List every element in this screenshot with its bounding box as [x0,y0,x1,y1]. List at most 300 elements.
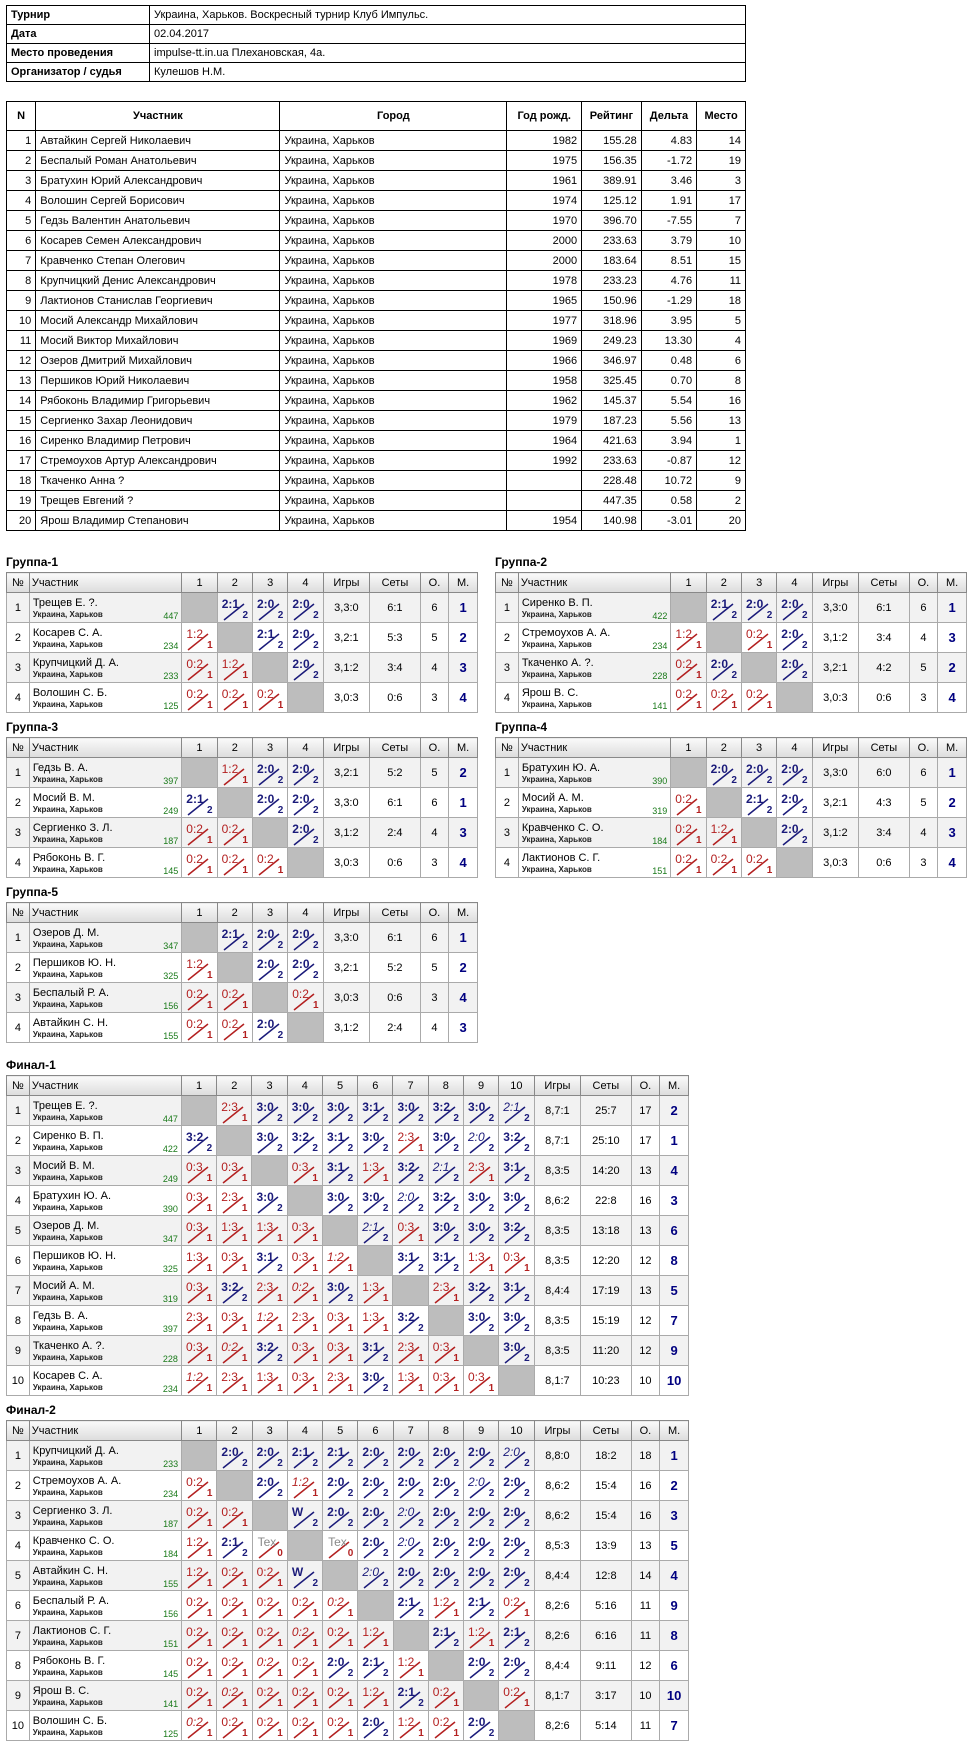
player-city: Украина, Харьков [521,669,592,679]
score-sets: 2:0 [257,597,275,611]
player-place: 2 [660,1471,689,1501]
player-points: 6 [420,593,449,623]
player-games: 8,2:6 [534,1621,581,1651]
player-name: Сергиенко З. Л. [32,821,113,834]
result-cell [464,1501,499,1531]
match-score [499,1651,533,1680]
participant-cell: 4 [697,331,746,351]
score-points: 1 [241,1263,248,1274]
self-cell [499,1366,534,1396]
score-sets: 0:2 [221,1715,239,1729]
col-place: М. [449,738,478,758]
score-sets: 1:2 [397,1715,415,1729]
score-points: 2 [382,1203,389,1214]
score-sets: 0:3 [503,1250,520,1264]
score-points: 2 [488,1548,495,1559]
match-score [429,1186,463,1215]
match-score [253,1441,287,1470]
result-cell [217,1591,252,1621]
participant-row [7,391,746,411]
score-sets: 2:1 [503,1625,521,1639]
final-1-title: Финал-1 [6,1058,56,1072]
result-cell [288,983,323,1013]
score-points: 2 [488,1113,495,1124]
score-points: 1 [418,1728,424,1739]
match-score [217,1156,251,1185]
player-points: 6 [909,758,938,788]
score-points: 2 [242,1458,248,1469]
score-sets: 3:1 [362,1100,380,1114]
player-num: 3 [7,653,30,683]
score-sets: 3:2 [221,1280,239,1294]
score-points: 1 [312,1668,319,1679]
score-points: 1 [241,1203,248,1214]
participant-cell: Украина, Харьков [280,351,507,371]
score-sets: 3:0 [432,1130,451,1144]
score-points: 2 [453,1143,459,1154]
result-cell [217,758,252,788]
score-sets: 2:0 [432,1475,451,1489]
match-score [429,1096,463,1125]
result-cell [428,1711,463,1741]
score-sets: 0:2 [221,852,239,866]
match-score [394,1471,428,1500]
match-score [742,758,776,787]
player-city: Украина, Харьков [32,804,103,814]
participant-cell: 19 [697,151,746,171]
participant-row [7,311,746,331]
score-sets: 2:0 [362,1505,380,1519]
result-cell [287,1246,322,1276]
score-points: 2 [488,1323,495,1334]
score-sets: 3:0 [326,1100,345,1114]
score-points: 2 [488,1728,495,1739]
match-score [429,1441,463,1470]
player-cell [518,623,671,653]
score-points: 2 [802,610,808,621]
score-points: 1 [453,1698,460,1709]
match-score [288,983,322,1012]
match-score [429,1591,463,1620]
score-points: 1 [242,1030,248,1041]
result-cell [393,1441,428,1471]
col-opponent: 1 [181,1076,216,1096]
result-cell [358,1306,393,1336]
score-points: 2 [524,1323,530,1334]
match-score [671,683,705,712]
player-rating: 234 [652,641,668,651]
col-place: М. [660,1421,689,1441]
table-row [7,653,478,683]
result-cell [393,1366,428,1396]
result-cell [252,1711,287,1741]
result-cell [428,1246,463,1276]
score-points: 2 [418,1488,424,1499]
score-sets: 2:1 [327,1445,345,1459]
score-sets: 3:2 [467,1280,486,1294]
result-cell [217,1246,252,1276]
score-points: 1 [524,1263,530,1274]
info-label: Турнир [7,6,150,25]
col-opponent: 2 [217,903,252,923]
result-cell [323,1681,358,1711]
player-rating: 397 [162,1324,178,1334]
player-sets: 13:9 [581,1531,631,1561]
player-cell [29,1651,181,1681]
col-place: М. [938,573,967,593]
player-num: 4 [7,683,30,713]
match-score [288,1336,322,1365]
participant-cell: 9 [697,471,746,491]
col-points: О. [909,738,938,758]
self-cell [322,1216,357,1246]
participant-cell: 4 [7,191,36,211]
col-opponent: 2 [217,1076,252,1096]
result-cell [393,1156,428,1186]
result-cell [464,1441,499,1471]
score-sets: 1:2 [675,627,693,641]
participant-cell: 1974 [507,191,582,211]
col-opponent: 3 [252,903,287,923]
match-score [217,1501,251,1530]
score-sets: 1:2 [291,1475,309,1489]
col-opponent: 8 [428,1421,463,1441]
player-rating: 228 [652,671,668,681]
score-points: 2 [453,1263,459,1274]
result-cell [706,818,741,848]
player-points: 12 [631,1651,660,1681]
match-score [464,1561,498,1590]
player-games: 3,3:0 [323,788,370,818]
score-sets: 3:1 [432,1250,451,1264]
result-cell [181,1366,216,1396]
result-cell [428,1126,463,1156]
player-num: 3 [496,653,519,683]
group-1-table [6,572,478,713]
score-points: 2 [453,1203,459,1214]
result-cell [671,818,706,848]
score-points: 1 [312,1353,318,1364]
score-sets: 1:2 [362,1685,380,1699]
score-points: 2 [241,1293,248,1304]
player-place: 1 [938,593,967,623]
participant-cell: Украина, Харьков [280,511,507,531]
score-points: 1 [418,1143,424,1154]
player-sets: 0:6 [370,983,420,1013]
result-cell [288,758,323,788]
score-sets: 2:0 [468,1475,485,1489]
self-cell [428,1651,463,1681]
info-value: Украина, Харьков. Воскресный турнир Клуб Импульс. [150,6,746,25]
participant-cell: 8 [7,271,36,291]
result-cell [182,1531,217,1561]
score-points: 2 [524,1548,530,1559]
result-cell [358,1561,393,1591]
score-sets: 2:3 [326,1370,344,1384]
table-row [7,848,478,878]
match-score [217,1711,251,1740]
score-points: 1 [312,1323,318,1334]
score-points: 2 [277,1113,283,1124]
score-sets: 2:0 [781,822,799,836]
participant-row [7,351,746,371]
final-2-table [6,1420,689,1741]
player-sets: 3:4 [859,818,909,848]
self-cell [428,1306,463,1336]
participant-cell: 5 [697,311,746,331]
participants-col-header: Участник [36,102,280,131]
player-cell [518,683,671,713]
match-score [394,1591,428,1620]
score-points: 2 [418,1698,424,1709]
participant-cell: 1965 [507,291,582,311]
score-sets: 2:0 [432,1445,451,1459]
match-score [394,1711,428,1740]
score-points: 2 [382,1383,389,1394]
player-name: Косарев С. А. [32,626,103,639]
score-points: 1 [696,835,702,846]
participant-cell: 249.23 [582,331,642,351]
score-sets: 0:2 [291,1685,309,1699]
score-sets: 3:0 [362,1130,380,1144]
score-sets: 2:3 [185,1310,203,1324]
player-cell [29,1681,181,1711]
participants-col-header: Рейтинг [582,102,642,131]
match-score [182,1681,216,1710]
player-games: 3,2:1 [812,653,859,683]
result-cell [499,1186,534,1216]
table-header-row [7,738,478,758]
player-place: 4 [449,848,478,878]
col-opponent: 2 [217,738,252,758]
participant-cell: Украина, Харьков [280,331,507,351]
match-score [499,1216,533,1245]
player-cell [29,1096,181,1126]
player-sets: 13:18 [581,1216,631,1246]
result-cell [252,848,287,878]
self-cell [252,1156,287,1186]
result-cell [287,1471,322,1501]
score-points: 1 [312,1698,319,1709]
info-row [7,6,746,25]
table-row [496,788,967,818]
match-score [429,1681,463,1710]
participant-cell: 18 [7,471,36,491]
score-sets: 0:3 [185,1190,203,1204]
player-name: Мосий В. М. [32,791,95,804]
player-sets: 18:2 [581,1441,631,1471]
score-sets: 2:0 [503,1505,521,1519]
participant-cell: 3 [7,171,36,191]
result-cell [182,1621,217,1651]
result-cell [217,683,252,713]
result-cell [322,1336,357,1366]
player-city: Украина, Харьков [32,969,103,979]
match-score [323,1681,357,1710]
participant-cell: 4.83 [641,131,696,151]
score-points: 1 [206,1698,213,1709]
result-cell [742,683,777,713]
score-sets: 2:3 [467,1160,485,1174]
result-cell [182,788,217,818]
participant-cell: Гедзь Валентин Анатольевич [36,211,280,231]
participant-cell: Косарев Семен Александрович [36,231,280,251]
score-sets: 2:0 [468,1565,486,1579]
score-sets: 0:2 [327,1685,344,1699]
participant-cell: 3.46 [641,171,696,191]
player-place: 1 [449,593,478,623]
score-sets: 0:2 [186,1595,203,1609]
player-sets: 0:6 [859,848,909,878]
result-cell [358,1711,393,1741]
participant-cell: Украина, Харьков [280,391,507,411]
player-place: 6 [660,1216,689,1246]
score-sets: 2:1 [186,792,204,806]
player-place: 7 [660,1306,689,1336]
player-num: 3 [7,1156,30,1186]
score-sets: 2:0 [746,597,764,611]
player-sets: 5:14 [581,1711,631,1741]
match-score [464,1126,498,1155]
participant-cell: Украина, Харьков [280,311,507,331]
result-cell [253,683,288,713]
participant-cell: Украина, Харьков [280,291,507,311]
match-score [742,623,776,652]
match-score [252,1276,286,1305]
player-num: 6 [7,1246,30,1276]
score-sets: 0:2 [675,822,692,836]
player-cell [29,1501,181,1531]
result-cell [323,1501,358,1531]
participant-cell: Братухин Юрий Александрович [36,171,280,191]
player-place: 1 [449,788,478,818]
score-points: 1 [277,1698,283,1709]
score-sets: 0:3 [291,1250,309,1264]
player-name: Стремоухов А. А. [521,626,611,639]
info-label: Место проведения [7,44,150,63]
score-sets: 3:2 [256,1340,274,1354]
player-sets: 0:6 [859,683,909,713]
table-row [7,1531,689,1561]
result-cell [428,1441,463,1471]
participant-cell: 3.94 [641,431,696,451]
score-points: 1 [241,1173,248,1184]
player-city: Украина, Харьков [32,1577,103,1587]
participant-cell: Ярош Владимир Степанович [36,511,280,531]
score-points: 2 [242,1548,248,1559]
player-points: 5 [909,788,938,818]
player-sets: 3:4 [370,653,420,683]
match-score [323,1711,357,1740]
player-place: 1 [449,923,478,953]
match-score [429,1531,463,1560]
match-score [499,1561,533,1590]
participant-cell: 1979 [507,411,582,431]
group-2-table [495,572,967,713]
match-score [429,1246,463,1275]
match-score [358,1366,392,1395]
col-num: № [7,738,30,758]
participant-cell: 10.72 [641,471,696,491]
match-score [323,1591,357,1620]
score-points: 1 [383,1698,389,1709]
match-score [288,1711,322,1740]
player-name: Беспалый Р. А. [32,1594,109,1607]
player-points: 10 [631,1366,660,1396]
score-points: 1 [731,835,737,846]
player-games: 3,3:0 [323,593,370,623]
match-score [182,1621,216,1650]
player-points: 12 [631,1306,660,1336]
score-sets: 0:3 [291,1340,309,1354]
player-sets: 25:10 [581,1126,631,1156]
result-cell [323,1621,358,1651]
col-player: Участник [29,1076,181,1096]
player-games: 3,0:3 [812,848,859,878]
score-sets: 3:2 [397,1160,415,1174]
score-sets: 2:0 [468,1655,486,1669]
match-score [182,1216,216,1245]
tournament-info-table [6,5,746,82]
score-sets: 0:3 [221,1160,238,1174]
score-sets: 2:0 [432,1505,451,1519]
player-points: 18 [631,1441,660,1471]
player-points: 4 [909,623,938,653]
result-cell [393,1126,428,1156]
match-score [253,1621,287,1650]
player-rating: 422 [162,1144,178,1154]
player-points: 5 [420,758,449,788]
match-score [393,1156,427,1185]
match-score [182,1471,216,1500]
result-cell [742,593,777,623]
score-points: 2 [453,1488,460,1499]
final-1-table [6,1075,689,1396]
match-score [707,758,741,787]
final-2-title: Финал-2 [6,1403,56,1417]
player-cell [29,653,182,683]
score-sets: 1:3 [256,1370,274,1384]
result-cell [217,818,252,848]
participant-cell [507,471,582,491]
result-cell [706,758,741,788]
match-score [464,1366,498,1395]
participant-cell: Ткаченко Анна ? [36,471,280,491]
score-points: 2 [418,1518,424,1529]
result-cell [777,788,812,818]
player-games: 8,4:4 [534,1651,581,1681]
self-cell [182,593,217,623]
player-cell [29,1531,181,1561]
player-cell [518,653,671,683]
score-sets: 1:2 [221,657,239,671]
player-num: 3 [7,818,30,848]
player-num: 4 [7,848,30,878]
score-sets: 2:0 [781,657,799,671]
player-name: Крупчицкий Д. А. [32,656,119,669]
participant-cell: Украина, Харьков [280,491,507,511]
match-score [182,1156,216,1185]
match-score [182,623,216,652]
score-points: 1 [206,1263,213,1274]
score-sets: 2:3 [221,1190,238,1204]
score-sets: 0:2 [327,1595,344,1609]
match-score [323,1531,357,1560]
player-points: 4 [420,818,449,848]
participant-cell: 1982 [507,131,582,151]
participant-cell: 16 [7,431,36,451]
player-cell [29,1156,181,1186]
